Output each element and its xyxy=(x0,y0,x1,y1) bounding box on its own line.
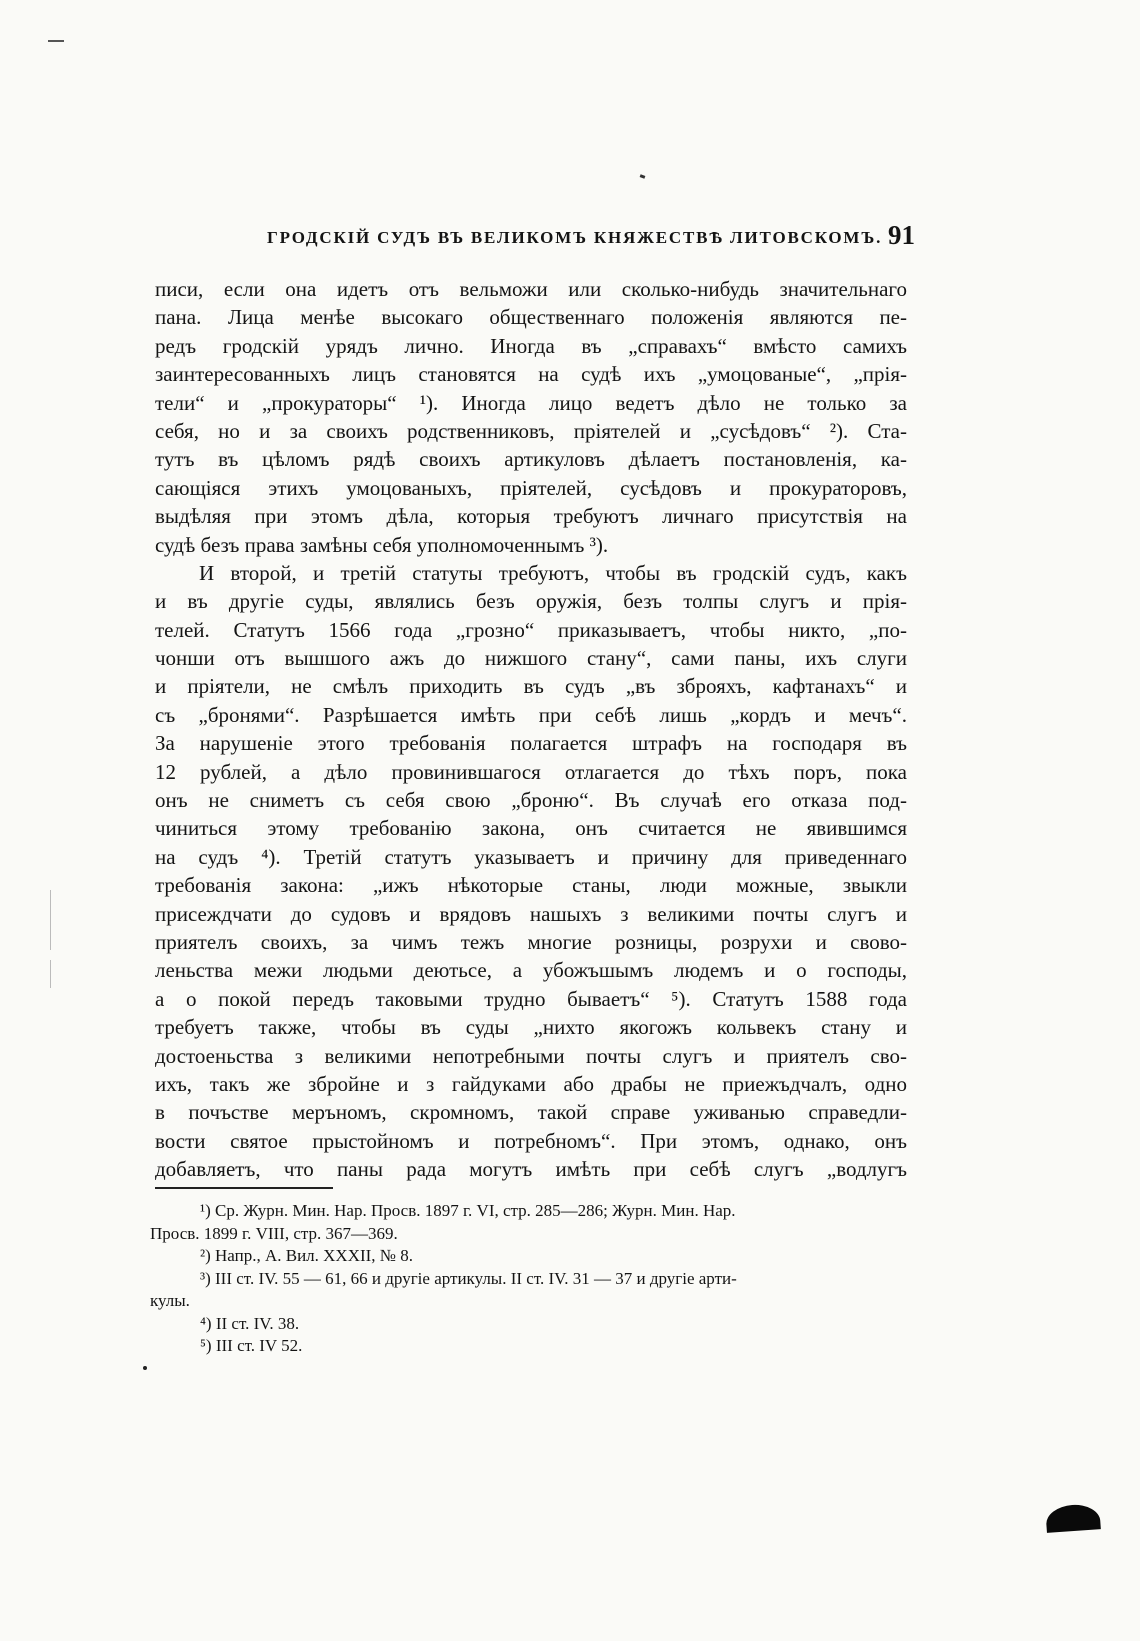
text-line: леньства межи людьми деютьсе, а убожъшымъ людемъ и о господы, xyxy=(155,958,907,983)
text-line: пана. Лица менѣе высокаго общественнаго положенія являются пе- xyxy=(155,305,907,330)
footnote-line: Просв. 1899 г. VIII, стр. 367—369. xyxy=(150,1223,398,1243)
text-line: в почъстве меръномъ, скромномъ, такой справе уживанью справедли- xyxy=(155,1100,907,1125)
text-line: а о покой передъ таковыми трудно бываетъ“ ⁵). Статутъ 1588 года xyxy=(155,986,907,1011)
text-line: телей. Статутъ 1566 года „грозно“ приказываетъ, чтобы никто, „по- xyxy=(155,617,907,642)
footnote-line: ⁴) II ст. IV. 38. xyxy=(200,1313,300,1333)
text-line: вости святое прыстойномъ и потребномъ“. При этомъ, однако, онъ xyxy=(155,1128,907,1153)
main-text xyxy=(155,275,907,1184)
text-line: заинтересованныхъ лицъ становятся на судѣ ихъ „умоцованые“, „прія- xyxy=(155,362,907,387)
page-header xyxy=(255,218,915,258)
footnote-line: кулы. xyxy=(150,1291,190,1310)
text-line: чиниться этому требованію закона, онъ считается не явившимся xyxy=(155,816,907,841)
text-line: чонши отъ вышшого ажъ до нижшого стану“, сами паны, ихъ слуги xyxy=(155,646,907,671)
scan-artifact-margin-line xyxy=(50,960,51,988)
text-line: И второй, и третій статуты требуютъ, чтобы въ гродскій судъ, какъ xyxy=(199,560,907,585)
text-line: сающіяся этихъ умоцованыхъ, пріятелей, сусѣдовъ и прокураторовъ, xyxy=(155,475,907,500)
text-line: и въ другіе суды, являлись безъ оружія, безъ толпы слугъ и прія- xyxy=(155,589,907,614)
footnote-line: ²) Напр., А. Вил. XXXII, № 8. xyxy=(200,1246,414,1265)
scan-artifact-mark xyxy=(48,40,64,42)
text-line: судѣ безъ права замѣны себя уполномоченнымъ ³). xyxy=(155,532,609,557)
text-line: съ „бронями“. Разрѣшается имѣть при себѣ лишь „кордъ и мечъ“. xyxy=(155,702,907,727)
text-line: добавляетъ, что паны рада могутъ имѣть при себѣ слугъ „водлугъ xyxy=(155,1157,907,1182)
scan-artifact-dot xyxy=(640,174,646,179)
text-line: и пріятели, не смѣлъ приходить въ судъ „въ зброяхъ, кафтанахъ“ и xyxy=(155,674,907,699)
footnote-line: ⁵) III ст. IV 52. xyxy=(200,1336,303,1355)
text-line: тели“ и „прокураторы“ ¹). Иногда лицо ведетъ дѣло не только за xyxy=(155,390,907,415)
text-line: достоеньства з великими непотребными почты слугъ и приятелъ сво- xyxy=(155,1043,907,1068)
footnote-line: ¹) Ср. Журн. Мин. Нар. Просв. 1897 г. VI, стр. 285—286; Журн. Мин. Нар. xyxy=(200,1201,736,1220)
text-line: требованія закона: „ижъ нѣкоторые станы, люди можные, звыкли xyxy=(155,873,907,898)
text-line: редъ гродскій урядъ лично. Иногда въ „справахъ“ вмѣсто самихъ xyxy=(155,333,907,358)
page-number: 91 xyxy=(888,220,915,250)
footnote-divider xyxy=(155,1187,333,1189)
scan-artifact-margin-line xyxy=(50,890,51,950)
text-line: себя, но и за своихъ родственниковъ, пріятелей и „сусѣдовъ“ ²). Ста- xyxy=(155,418,907,443)
scan-artifact-dot xyxy=(143,1366,147,1370)
text-line: приятелъ своихъ, за чимъ тежъ многие розницы, розрухи и свово- xyxy=(155,929,907,954)
text-line: 12 рублей, а дѣло провинившагося отлагается до тѣхъ поръ, пока xyxy=(155,759,907,784)
text-line: на судъ ⁴). Третій статутъ указываетъ и причину для приведеннаго xyxy=(155,844,907,869)
text-line: онъ не сниметъ съ себя свою „броню“. Въ случаѣ его отказа под- xyxy=(155,788,907,813)
footnote-line: ³) III ст. IV. 55 — 61, 66 и другіе артикулы. II ст. IV. 31 — 37 и другіе арти- xyxy=(200,1268,737,1288)
text-line: За нарушеніе этого требованія полагается штрафъ на господаря въ xyxy=(155,731,907,756)
ink-blot-icon xyxy=(1045,1503,1101,1533)
text-line: тутъ въ цѣломъ рядѣ своихъ артикуловъ дѣлаетъ постановленія, ка- xyxy=(155,447,907,472)
text-line: выдѣляя при этомъ дѣла, которыя требуютъ личнаго присутствія на xyxy=(155,504,907,529)
footnotes xyxy=(150,1200,910,1358)
text-line: требуетъ также, чтобы въ суды „нихто якогожъ кольвекъ стану и xyxy=(155,1015,907,1040)
text-line: присеждчати до судовъ и врядовъ нашыхъ з великими почты слугъ и xyxy=(155,901,907,926)
running-title: ГРОДСКІЙ СУДЪ ВЪ ВЕЛИКОМЪ КНЯЖЕСТВѢ ЛИТОВСКОМЪ. xyxy=(267,228,883,247)
text-line: писи, если она идетъ отъ вельможи или сколько-нибудь значительнаго xyxy=(155,277,907,301)
text-line: ихъ, такъ же збройне и з гайдуками або драбы не приежъдчалъ, одно xyxy=(155,1071,907,1096)
